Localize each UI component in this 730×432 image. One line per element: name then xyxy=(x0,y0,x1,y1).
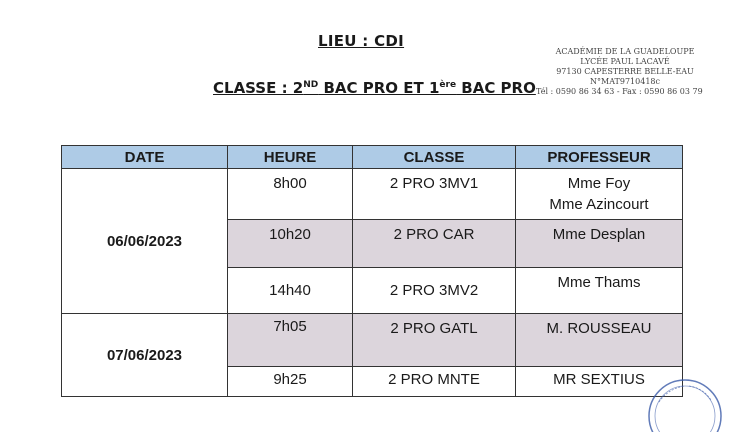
classe-prefix: CLASSE : 2 xyxy=(213,79,304,97)
stamp-lycee: LYCÉE PAUL LACAVÉ xyxy=(580,57,670,66)
date-cell: 07/06/2023 xyxy=(62,314,228,397)
prof-cell xyxy=(516,268,683,314)
classe-heading xyxy=(213,79,536,97)
classe-text: 2 PRO 3MV1 xyxy=(389,175,479,192)
prof-text-2: Mme Azincourt xyxy=(549,196,649,213)
header-professeur: PROFESSEUR xyxy=(516,146,683,169)
date-cell: 06/06/2023 xyxy=(62,169,228,314)
heure-cell xyxy=(228,268,353,314)
prof-cell xyxy=(516,314,683,367)
heure-cell xyxy=(228,367,353,397)
prof-text: MR SEXTIUS xyxy=(553,371,645,388)
classe-text: 2 PRO MNTE xyxy=(388,371,480,388)
prof-cell xyxy=(516,220,683,268)
prof-text: Mme Foy xyxy=(567,175,631,192)
classe-sup-ere: ère xyxy=(439,80,457,90)
classe-cell xyxy=(353,169,516,220)
classe-text: 2 PRO 3MV2 xyxy=(389,282,479,299)
classe-cell xyxy=(353,220,516,268)
classe-cell xyxy=(353,268,516,314)
prof-text: M. ROUSSEAU xyxy=(546,320,652,337)
prof-text: Mme Desplan xyxy=(552,226,646,243)
heure-text: 14h40 xyxy=(269,282,311,299)
stamp-academie: ACADÉMIE DE LA GUADELOUPE xyxy=(555,47,695,56)
stamp-phone-fax: Tél : 0590 86 34 63 - Fax : 0590 86 03 79 xyxy=(536,87,703,96)
header-heure: HEURE xyxy=(228,146,353,169)
lieu-heading: LIEU : CDI xyxy=(318,32,405,50)
header-classe: CLASSE xyxy=(353,146,516,169)
official-seal-stamp xyxy=(645,372,725,432)
heure-cell xyxy=(228,220,353,268)
classe-text: 2 PRO GATL xyxy=(390,320,478,337)
prof-cell xyxy=(516,169,683,220)
stamp-address: 97130 CAPESTERRE BELLE-EAU xyxy=(556,67,694,76)
classe-cell xyxy=(353,367,516,397)
classe-sup-nd: ND xyxy=(303,80,319,90)
heure-text: 7h05 xyxy=(273,318,307,335)
heure-cell xyxy=(228,169,353,220)
classe-mid: BAC PRO ET 1 xyxy=(318,79,440,97)
schedule-table xyxy=(61,145,683,397)
classe-text: 2 PRO CAR xyxy=(393,226,475,243)
classe-suffix: BAC PRO xyxy=(456,79,536,97)
heure-cell xyxy=(228,314,353,367)
heure-text: 8h00 xyxy=(273,175,307,192)
table-row xyxy=(62,169,683,220)
table-row xyxy=(62,314,683,367)
classe-cell xyxy=(353,314,516,367)
school-stamp xyxy=(520,47,730,97)
prof-text: Mme Thams xyxy=(557,274,641,291)
stamp-matricule: N°MAT9710418c xyxy=(590,77,660,86)
header-date: DATE xyxy=(62,146,228,169)
heure-text: 10h20 xyxy=(269,226,311,243)
table-header-row xyxy=(62,146,683,169)
heure-text: 9h25 xyxy=(273,371,307,388)
